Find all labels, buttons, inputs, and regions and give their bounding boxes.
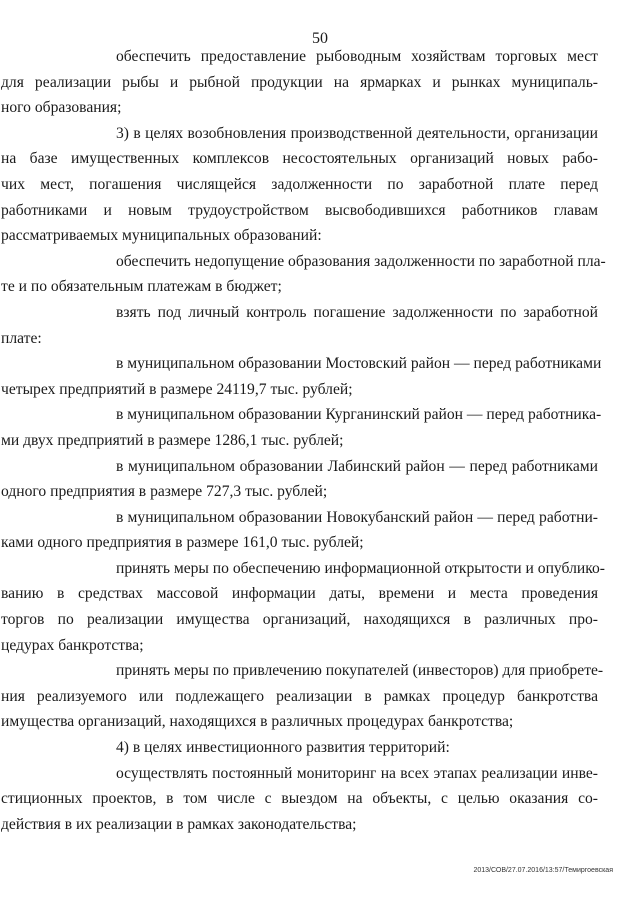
paragraph (1, 454, 598, 505)
text-line: 3) в целях возобновления производственной деятельности, организации (116, 124, 598, 142)
text-line: в муниципальном образовании Новокубанский район — перед работни- (116, 508, 598, 526)
text-line: в муниципальном образовании Лабинский район — перед работниками (116, 457, 598, 475)
paragraph (1, 351, 602, 402)
text-line: цедурах банкротства; (1, 636, 144, 654)
text-line: торгов по реализации имущества организаций, находящихся в различных про- (1, 611, 598, 629)
text-line: чих мест, погашения числящейся задолженности по заработной плате перед (1, 175, 598, 193)
text-line: в муниципальном образовании Мостовский район — перед работниками (116, 355, 602, 373)
text-line: одного предприятия в размере 727,3 тыс. рублей; (1, 483, 328, 501)
text-line: обеспечить предоставление рыбоводным хозяйствам торговых мест (116, 48, 598, 65)
paragraph (1, 121, 598, 249)
text-line: работниками и новым трудоустройством высвободившихся работников главам (1, 201, 598, 219)
text-line: на базе имущественных комплексов несостоятельных организаций новых рабо- (1, 150, 598, 168)
paragraph (1, 300, 598, 351)
page-number: 50 (312, 30, 328, 47)
paragraph (1, 556, 605, 658)
text-line: 4) в целях инвестиционного развития территорий: (116, 739, 450, 757)
text-line: обеспечить недопущение образования задолженности по заработной пла- (116, 252, 606, 270)
paragraph (1, 505, 598, 556)
text-line: для реализации рыбы и рыбной продукции на ярмарках и рынках муниципаль- (1, 73, 598, 91)
text-line: рассматриваемых муниципальных образований: (1, 227, 322, 245)
text-line: имущества организаций, находящихся в различных процедурах банкротства; (1, 713, 514, 731)
text-line: ками одного предприятия в размере 161,0 тыс. рублей; (1, 534, 364, 552)
text-line: ванию в средствах массовой информации даты, времени и места проведения (1, 585, 598, 603)
text-line: четырех предприятий в размере 24119,7 тыс. рублей; (1, 380, 353, 398)
text-line: принять меры по привлечению покупателей (инвесторов) для приобрете- (116, 662, 604, 680)
document-body (1, 44, 606, 837)
paragraph (1, 761, 598, 838)
text-line: взять под личный контроль погашение задолженности по заработной (116, 303, 598, 321)
paragraph (1, 658, 604, 735)
paragraph (1, 402, 602, 453)
text-line: в муниципальном образовании Курганинский район — перед работника- (116, 406, 602, 424)
paragraph (1, 249, 606, 300)
text-line: ми двух предприятий в размере 1286,1 тыс. рублей; (1, 431, 344, 449)
text-line: плате: (1, 329, 42, 347)
text-line: осуществлять постоянный мониторинг на всех этапах реализации инве- (116, 764, 598, 782)
text-line: принять меры по обеспечению информационной открытости и опублико- (116, 559, 605, 577)
footer-stamp: 2013/СОВ/27.07.2016/13:57/Темиргоевская (473, 867, 613, 874)
text-line: стиционных проектов, в том числе с выездом на объекты, с целью оказания со- (1, 790, 598, 808)
text-line: те и по обязательным платежам в бюджет; (1, 278, 282, 296)
paragraph (116, 735, 598, 761)
paragraph (1, 44, 598, 121)
text-line: ния реализуемого или подлежащего реализации в рамках процедур банкротства (1, 687, 598, 705)
text-line: действия в их реализации в рамках законодательства; (1, 815, 357, 833)
text-line: ного образования; (1, 99, 122, 117)
